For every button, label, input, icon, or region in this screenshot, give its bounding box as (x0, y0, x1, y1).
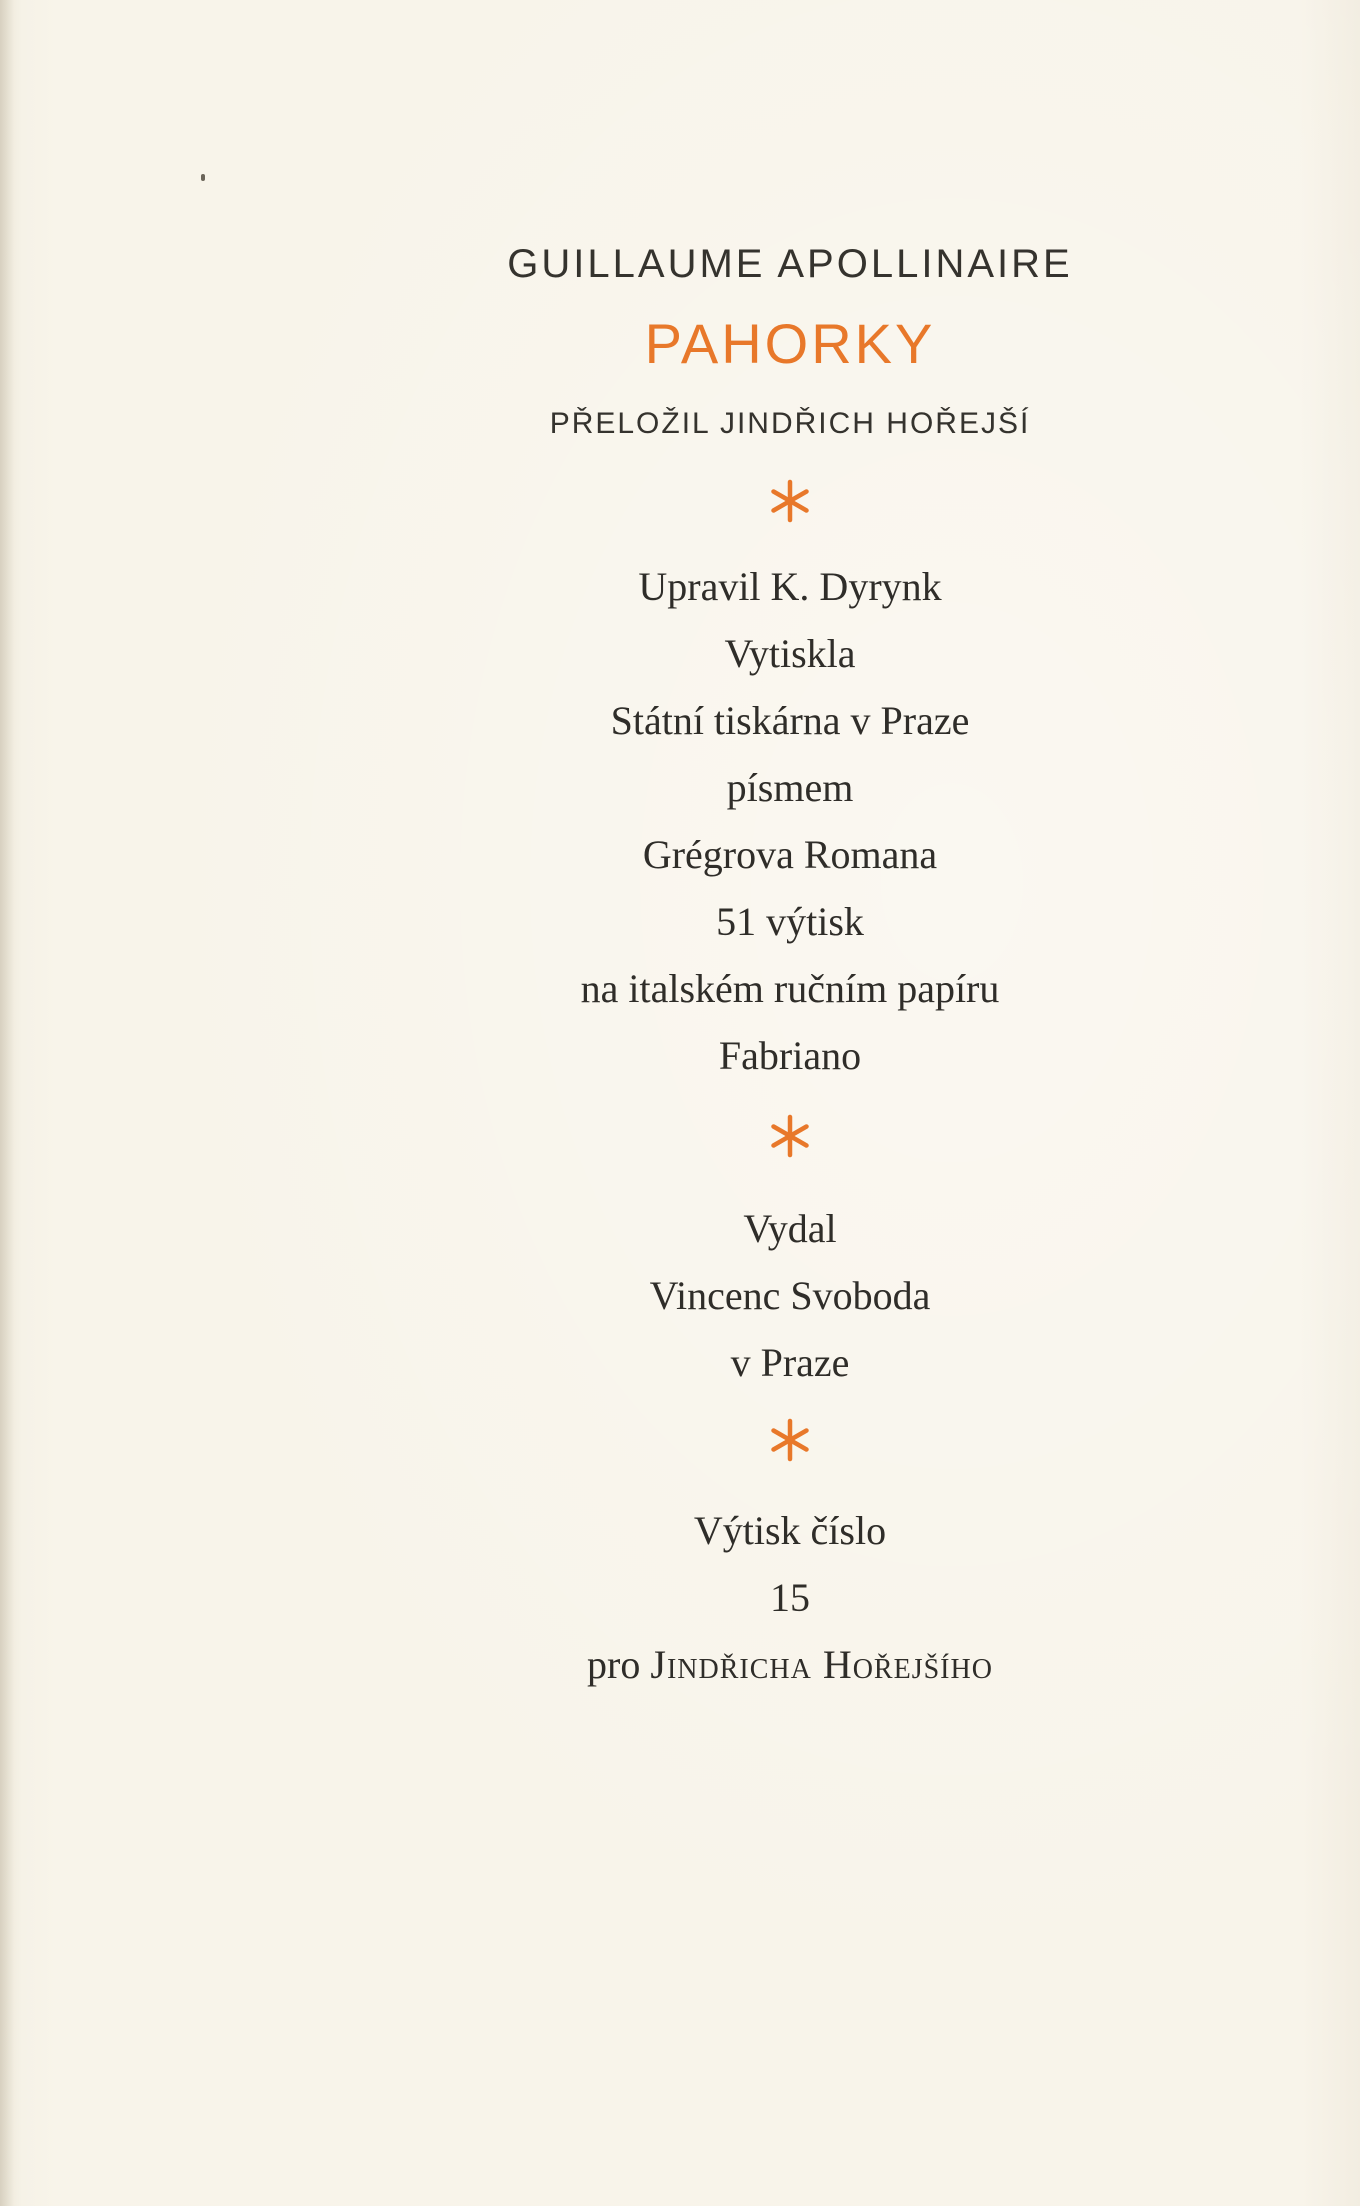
title-page-block (390, 0, 1190, 2206)
publisher-line: Vydal (743, 1206, 837, 1251)
dedication-prefix: pro (587, 1642, 641, 1687)
copy-number-label: Výtisk číslo (693, 1508, 887, 1553)
colophon-line: Grégrova Romana (642, 832, 938, 877)
asterisk-star-icon (762, 1108, 818, 1164)
translator-credit: PŘELOŽIL JINDŘICH HOŘEJŠÍ (549, 407, 1031, 440)
publisher-line: v Praze (730, 1340, 850, 1385)
book-title: PAHORKY (644, 312, 936, 375)
colophon-line: 51 výtisk (716, 899, 864, 944)
colophon-line: Fabriano (718, 1033, 862, 1078)
colophon-line: Státní tiskárna v Praze (610, 698, 970, 743)
paper-fleck (201, 174, 205, 181)
colophon-line: písmem (726, 765, 854, 810)
page-edge-shadow (0, 0, 14, 2206)
asterisk-star-icon (762, 1412, 818, 1468)
dedication-line (390, 1642, 1190, 1687)
colophon-line: na italském ručním papíru (580, 966, 1000, 1011)
colophon-line: Vytiskla (724, 631, 856, 676)
author-name: GUILLAUME APOLLINAIRE (507, 242, 1073, 286)
colophon-line: Upravil K. Dyrynk (638, 564, 942, 609)
dedication-name: Jindřicha Hořejšího (650, 1642, 993, 1687)
copy-number: 15 (770, 1575, 810, 1620)
publisher-line: Vincenc Svoboda (649, 1273, 931, 1318)
asterisk-star-icon (762, 473, 818, 529)
